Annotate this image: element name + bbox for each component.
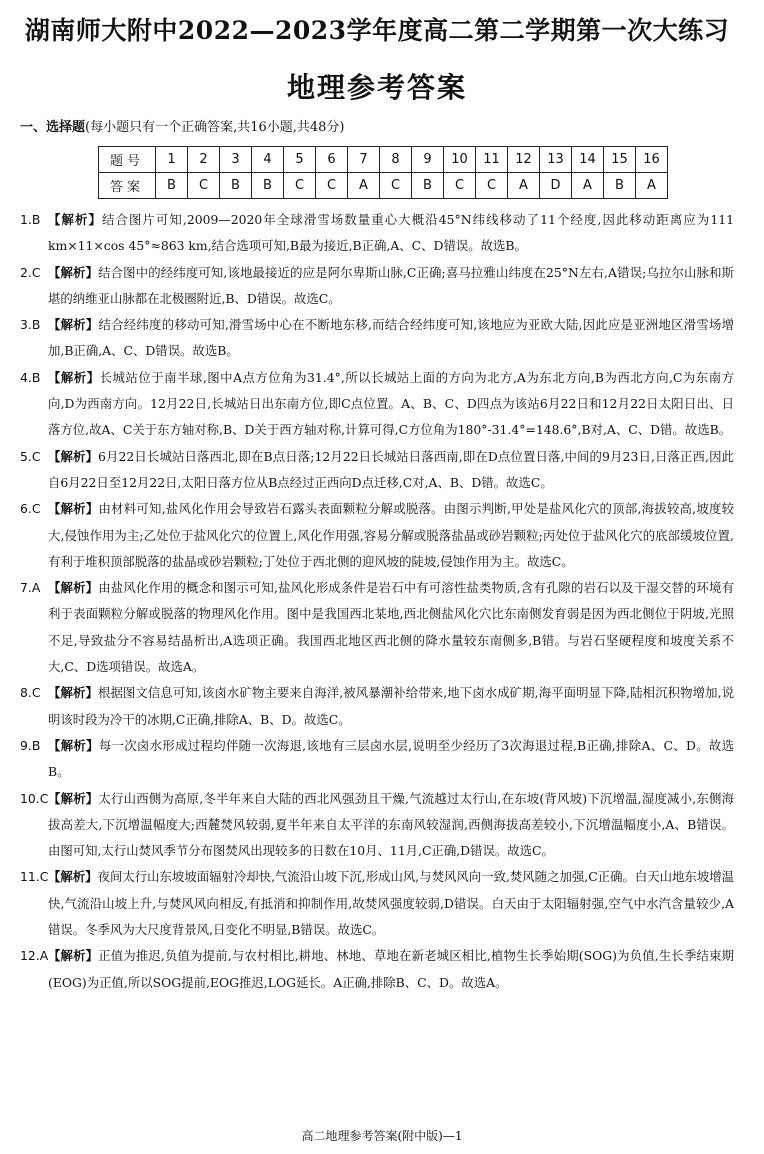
item-text: 夜间太行山东坡坡面辐射冷却快,气流沿山坡下沉,形成山风,与焚风风向一致,焚风随之加强,C正确。白天山地东坡增温快,气流沿山坡上升,与焚风风向相反,有抵消和抑制作用,故焚风强度较弱,D错误。白天由于太阳辐射强,空气中水汽含量较少,A错误。冬季风为大尺度背景风,日变化不明显,B错误。故选C。: [48, 869, 734, 938]
question-number-cell: 14: [572, 147, 604, 173]
section-label: 一、选择题: [20, 120, 86, 135]
page-footer: 高二地理参考答案(附中版)—1: [301, 1129, 463, 1143]
question-number-cell: 16: [636, 147, 668, 173]
question-number-cell: 1: [156, 147, 188, 173]
answer-table-header-number: 题号: [99, 147, 156, 173]
explanation-list: [20, 207, 734, 996]
answer-cell: A: [636, 173, 668, 199]
question-number-cell: 9: [412, 147, 444, 173]
analysis-tag: 【解析】: [48, 869, 98, 885]
question-number-cell: 2: [188, 147, 220, 173]
item-text: 正值为推迟,负值为提前,与农村相比,耕地、林地、草地在新老城区相比,植物生长季始期(SOG)为负值,生长季结束期(EOG)为正值,所以SOG提前,EOG推迟,LOG延长。A正确,排除B、C、D。故选A。: [48, 948, 735, 990]
answer-cell: C: [444, 173, 476, 199]
item-number: 1.B: [20, 212, 41, 227]
answer-cell: B: [412, 173, 444, 199]
explanation-item: [20, 680, 734, 733]
answer-table-answer-row: [99, 173, 668, 199]
question-number-cell: 8: [380, 147, 412, 173]
analysis-tag: 【解析】: [48, 264, 99, 280]
analysis-tag: 【解析】: [48, 948, 99, 964]
item-text: 6月22日长城站日落西北,即在B点日落;12月22日长城站日落西南,即在D点位置日落,中间的9月23日,日落正西,因此自6月22日至12月22日,太阳日落方位从B点经过正西向D点迁移,C对,A、B、D错。故选C。: [48, 448, 734, 490]
item-number: 6.C: [20, 501, 41, 517]
item-number: 5.C: [20, 448, 41, 464]
item-text: 每一次卤水形成过程均伴随一次海退,该地有三层卤水层,说明至少经历了3次海退过程,B正确,排除A、C、D。故选B。: [48, 737, 735, 780]
item-text: 结合经纬度的移动可知,滑雪场中心在不断地东移,而结合经纬度可知,该地应为亚欧大陆,因此应是亚洲地区滑雪场增加,B正确,A、C、D错误。故选B。: [48, 317, 734, 359]
explanation-item: [20, 943, 734, 996]
answer-cell: D: [540, 173, 572, 199]
explanation-item: [20, 444, 734, 497]
analysis-tag: 【解析】: [48, 448, 99, 464]
explanation-item: [20, 260, 734, 313]
document-subtitle: 地理参考答案: [286, 71, 467, 104]
analysis-tag: 【解析】: [48, 685, 98, 701]
answer-cell: B: [604, 173, 636, 199]
item-number: 4.B: [20, 369, 41, 385]
answer-cell: C: [380, 173, 412, 199]
document-title: 湖南师大附中2022—2023学年度高二第二学期第一次大练习: [24, 16, 730, 45]
explanation-item: [20, 733, 734, 786]
item-number: 8.C: [20, 685, 41, 701]
answer-cell: B: [156, 173, 188, 199]
item-text: 结合图中的经纬度可知,该地最接近的应是阿尔卑斯山脉,C正确;喜马拉雅山纬度在25°N左右,A错误;乌拉尔山脉和斯堪的纳维亚山脉都在北极圈附近,B、D错误。故选C。: [48, 264, 735, 306]
item-text: 由盐风化作用的概念和图示可知,盐风化形成条件是岩石中有可溶性盐类物质,含有孔隙的岩石以及干湿交替的环境有利于表面颗粒分解或脱落的物理风化作用。图中是我国西北某地,西北侧盐风化穴比东南侧发育弱是因为西北侧位于阴坡,光照不足,导致盐分不容易结晶析出,A选项正确。我国西北地区西北侧的降水量较东南侧多,B错。与岩石坚硬程度和坡度关系不大,C、D选项错误。故选A。: [48, 580, 734, 675]
item-number: 2.C: [20, 264, 41, 280]
answer-cell: A: [572, 173, 604, 199]
section-heading: [20, 118, 734, 138]
explanation-item: [20, 312, 734, 365]
section-note: (每小题只有一个正确答案,共16小题,共48分): [85, 120, 345, 135]
item-number: 12.A: [20, 948, 49, 964]
answer-cell: C: [188, 173, 220, 199]
explanation-item: [20, 786, 734, 865]
explanation-item: [20, 496, 734, 575]
analysis-tag: 【解析】: [48, 317, 99, 333]
question-number-cell: 10: [444, 147, 476, 173]
answer-cell: C: [284, 173, 316, 199]
analysis-tag: 【解析】: [48, 790, 99, 806]
question-number-cell: 4: [252, 147, 284, 173]
explanation-item: [20, 575, 734, 680]
item-number: 9.B: [20, 737, 41, 753]
answer-cell: A: [348, 173, 380, 199]
item-text: 长城站位于南半球,图中A点方位角为31.4°,所以长城站上面的方向为北方,A为东北方向,B为西北方向,C为东南方向,D为西南方向。12月22日,长城站日出东南方位,即C点位置。A、B、C、D四点为该站6月22日和12月22日太阳日出、日落方位,故A、C关于东方轴对称,B、D关于西方轴对称,计算可得,C方位角为180°-31.4°=148.6°,B对,A、C、D错。故选B。: [48, 369, 734, 438]
question-number-cell: 12: [508, 147, 540, 173]
analysis-tag: 【解析】: [48, 501, 99, 517]
answer-table-header-answer: 答案: [99, 173, 156, 199]
answer-cell: B: [252, 173, 284, 199]
item-text: 由材料可知,盐风化作用会导致岩石露头表面颗粒分解或脱落。由图示判断,甲处是盐风化穴的顶部,海拔较高,坡度较大,侵蚀作用为主;乙处位于盐风化穴的位置上,风化作用强,容易分解或脱落盐晶或砂岩颗粒;丙处位于盐风化穴的底部缓坡位置,有利于堆积顶部脱落的盐晶或砂岩颗粒;丁处位于西北侧的迎风坡的陡坡,侵蚀作用为主。故选C。: [48, 501, 734, 569]
question-number-cell: 15: [604, 147, 636, 173]
question-number-cell: 13: [540, 147, 572, 173]
answer-cell: B: [220, 173, 252, 199]
question-number-cell: 5: [284, 147, 316, 173]
analysis-tag: 【解析】: [48, 580, 99, 596]
question-number-cell: 3: [220, 147, 252, 173]
question-number-cell: 6: [316, 147, 348, 173]
answer-cell: C: [476, 173, 508, 199]
question-number-cell: 7: [348, 147, 380, 173]
answer-table: [98, 146, 668, 199]
explanation-item: [20, 864, 734, 943]
item-text: 太行山西侧为高原,冬半年来自大陆的西北风强劲且干燥,气流越过太行山,在东坡(背风坡)下沉增温,湿度减小,东侧海拔高差大,下沉增温幅度大;西麓焚风较弱,夏半年来自太平洋的东南风较湿润,西侧海拔高差较小,下沉增温幅度小,A、B错误。由图可知,太行山焚风季节分布图焚风出现较多的日数在10月、11月,C正确,D错误。故选C。: [48, 790, 734, 859]
analysis-tag: 【解析】: [48, 369, 100, 385]
item-number: 10.C: [20, 790, 49, 806]
analysis-tag: 【解析】: [48, 737, 99, 753]
explanation-item: [20, 207, 734, 260]
item-text: 结合图片可知,2009—2020年全球滑雪场数量重心大概沿45°N纬线移动了11个经度,因此移动距离应为111 km×11×cos 45°≈863 km,结合选项可知,B最为接近,B正确,A、C、D错误。故选B。: [48, 212, 735, 254]
explanation-item: [20, 365, 734, 444]
item-number: 11.C: [20, 869, 49, 885]
item-text: 根据图文信息可知,该卤水矿物主要来自海洋,被风暴潮补给带来,地下卤水成矿期,海平面明显下降,陆相沉积物增加,说明该时段为冷干的冰期,C正确,排除A、B、D。故选C。: [48, 685, 734, 727]
item-number: 3.B: [20, 317, 41, 333]
question-number-cell: 11: [476, 147, 508, 173]
answer-cell: A: [508, 173, 540, 199]
item-number: 7.A: [20, 580, 41, 596]
analysis-tag: 【解析】: [48, 212, 102, 227]
answer-table-number-row: [99, 147, 668, 173]
answer-cell: C: [316, 173, 348, 199]
